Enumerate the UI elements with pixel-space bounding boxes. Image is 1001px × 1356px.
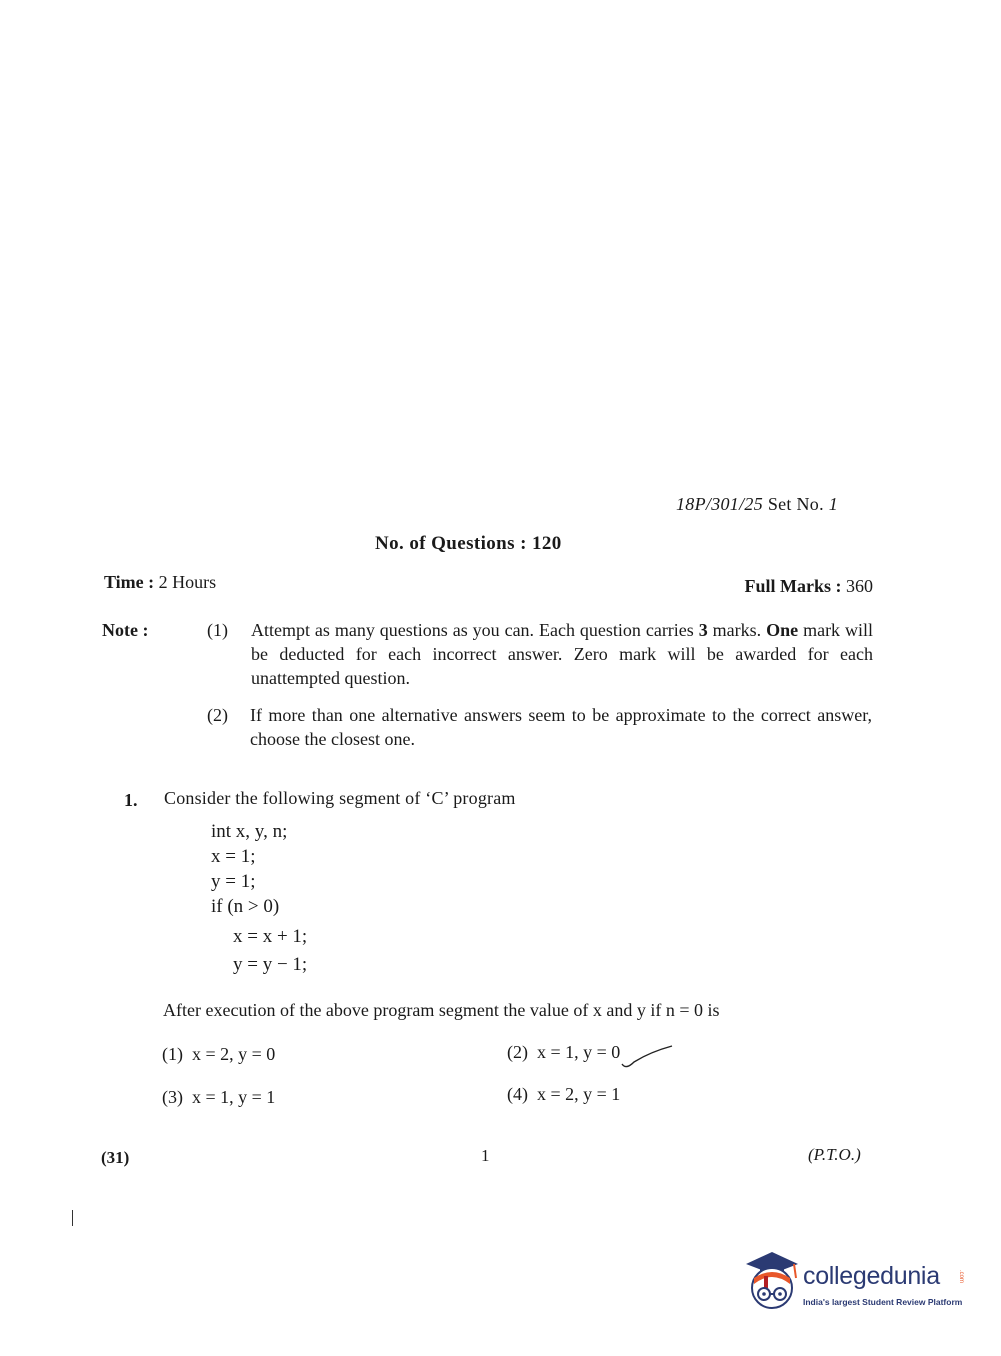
- code-line: y = 1;: [211, 871, 256, 892]
- note-item-number: (2): [207, 705, 228, 725]
- answer-tick-mark-icon: [620, 1040, 674, 1070]
- page-number: 1: [481, 1146, 490, 1165]
- full-marks-value: 360: [846, 576, 873, 596]
- footer-code: (31): [101, 1148, 130, 1167]
- option-2: [507, 1042, 620, 1063]
- margin-mark: [72, 1210, 73, 1226]
- question-stem: After execution of the above program segment the value of x and y if n = 0 is: [163, 1000, 720, 1020]
- set-number-line: [676, 494, 838, 515]
- paper-code: 18P/301/25: [676, 494, 763, 514]
- question-count-label: No. of Questions :: [375, 533, 527, 554]
- brand-name: collegedunia: [803, 1262, 940, 1290]
- note-item-text: If more than one alternative answers seem to be approximate to the correct answer, choose the closest one.: [250, 705, 872, 749]
- time-label: Time :: [104, 572, 155, 592]
- marks-per-question: 3: [698, 620, 708, 640]
- brand-tagline: India's largest Student Review Platform: [803, 1297, 963, 1307]
- option-number: (3): [162, 1087, 183, 1107]
- option-4: [507, 1084, 620, 1105]
- time-allowed: [104, 572, 216, 593]
- set-label: Set No.: [767, 494, 824, 514]
- option-number: (2): [507, 1042, 528, 1062]
- note-item-number: (1): [207, 620, 228, 640]
- question-number: 1.: [124, 790, 138, 810]
- option-text: x = 2, y = 0: [192, 1044, 276, 1064]
- full-marks-label: Full Marks :: [744, 576, 842, 596]
- question-count-value: 120: [531, 533, 562, 554]
- code-line: x = x + 1;: [233, 926, 308, 947]
- note-label: Note :: [102, 620, 149, 640]
- option-3: [162, 1087, 275, 1108]
- code-line: if (n > 0): [211, 896, 280, 917]
- negative-mark: One: [766, 620, 799, 640]
- note-item-text: Attempt as many questions as you can. Each question carries 3 marks. One mark will be deducted for each incorrect answer. Zero mark will be awarded for each unattempted question.: [251, 620, 873, 688]
- time-value: 2 Hours: [158, 572, 217, 592]
- option-number: (1): [162, 1044, 183, 1064]
- option-text: x = 2, y = 1: [537, 1084, 621, 1104]
- option-1: [162, 1044, 275, 1065]
- option-number: (4): [507, 1084, 528, 1104]
- full-marks: [745, 576, 874, 597]
- code-line: y = y − 1;: [233, 954, 308, 975]
- option-text: x = 1, y = 1: [192, 1087, 276, 1107]
- code-line: int x, y, n;: [211, 821, 288, 842]
- question-count: [375, 533, 562, 555]
- set-number: 1: [828, 494, 839, 514]
- option-text: x = 1, y = 0: [537, 1042, 621, 1062]
- brand-tld: .com: [958, 1270, 964, 1284]
- code-line: x = 1;: [211, 846, 256, 867]
- please-turn-over: (P.T.O.): [808, 1145, 861, 1164]
- question-prompt: Consider the following segment of ‘C’ program: [164, 788, 516, 808]
